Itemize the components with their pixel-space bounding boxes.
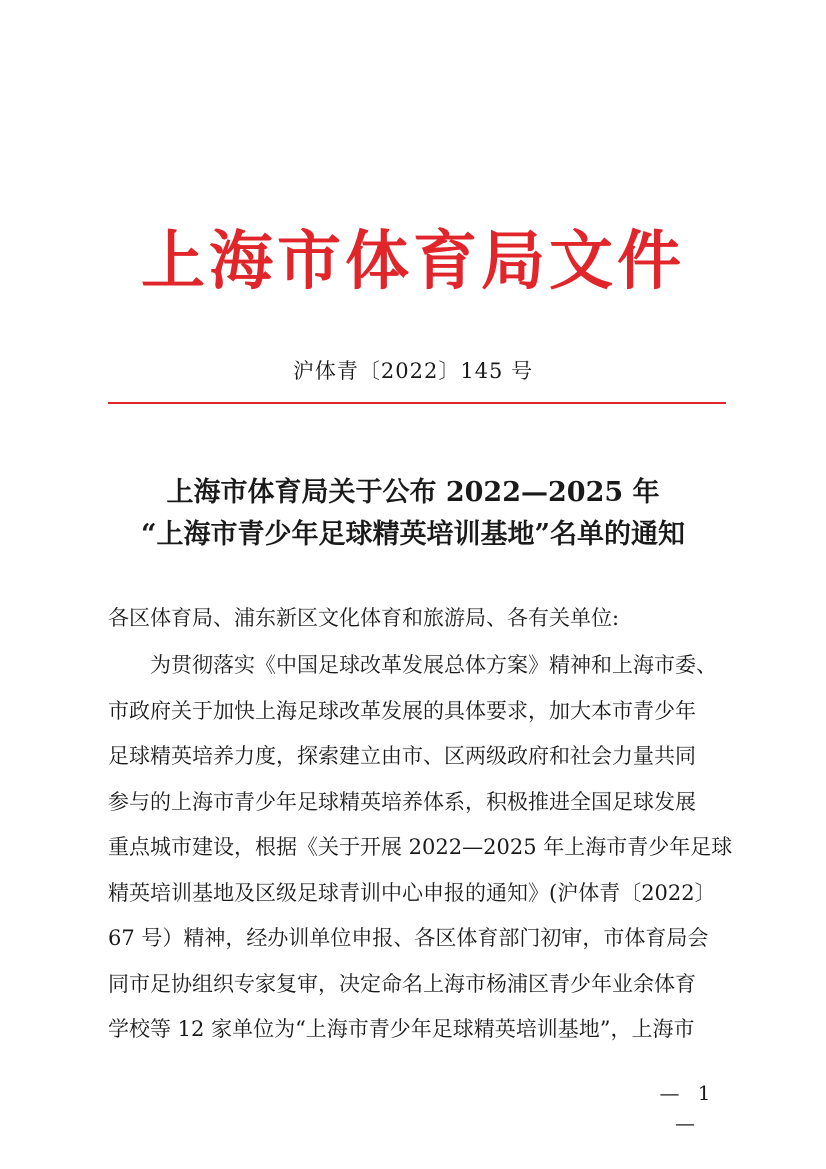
body-line: 为贯彻落实《中国足球改革发展总体方案》精神和上海市委、 — [150, 653, 717, 677]
body-line: 精英培训基地及区级足球青训中心申报的通知》(沪体青〔2022〕 — [108, 880, 716, 905]
body-line: 参与的上海市青少年足球精英培养体系，积极推进全国足球发展 — [108, 789, 696, 814]
body-line: 足球精英培养力度，探索建立由市、区两级政府和社会力量共同 — [108, 744, 696, 768]
page-number: — 1 — — [659, 1081, 717, 1135]
body-line: 学校等 12 家单位为“上海市青少年足球精英培训基地”，上海市 — [108, 1017, 695, 1041]
masthead-title: 上海市体育局文件 — [141, 224, 685, 299]
body-line: 重点城市建设，根据《关于开展 2022—2025 年上海市青少年足球 — [108, 835, 733, 859]
body-line: 67 号）精神，经办训单位申报、各区体育部门初审，市体育局会 — [108, 926, 709, 950]
notice-title — [0, 472, 826, 556]
notice-title-line-1: 上海市体育局关于公布 2022—2025 年 — [166, 477, 660, 508]
document-number: 沪体青〔2022〕145 号 — [292, 359, 534, 383]
body-line: 市政府关于加快上海足球改革发展的具体要求，加大本市青少年 — [108, 698, 696, 723]
notice-title-line-2: “上海市青少年足球精英培训基地”名单的通知 — [140, 519, 686, 550]
red-divider-line — [108, 402, 726, 404]
body-line: 同市足协组织专家复审，决定命名上海市杨浦区青少年业余体育 — [108, 971, 696, 996]
body-paragraph — [108, 649, 733, 1059]
salutation: 各区体育局、浦东新区文化体育和旅游局、各有关单位: — [108, 606, 620, 630]
